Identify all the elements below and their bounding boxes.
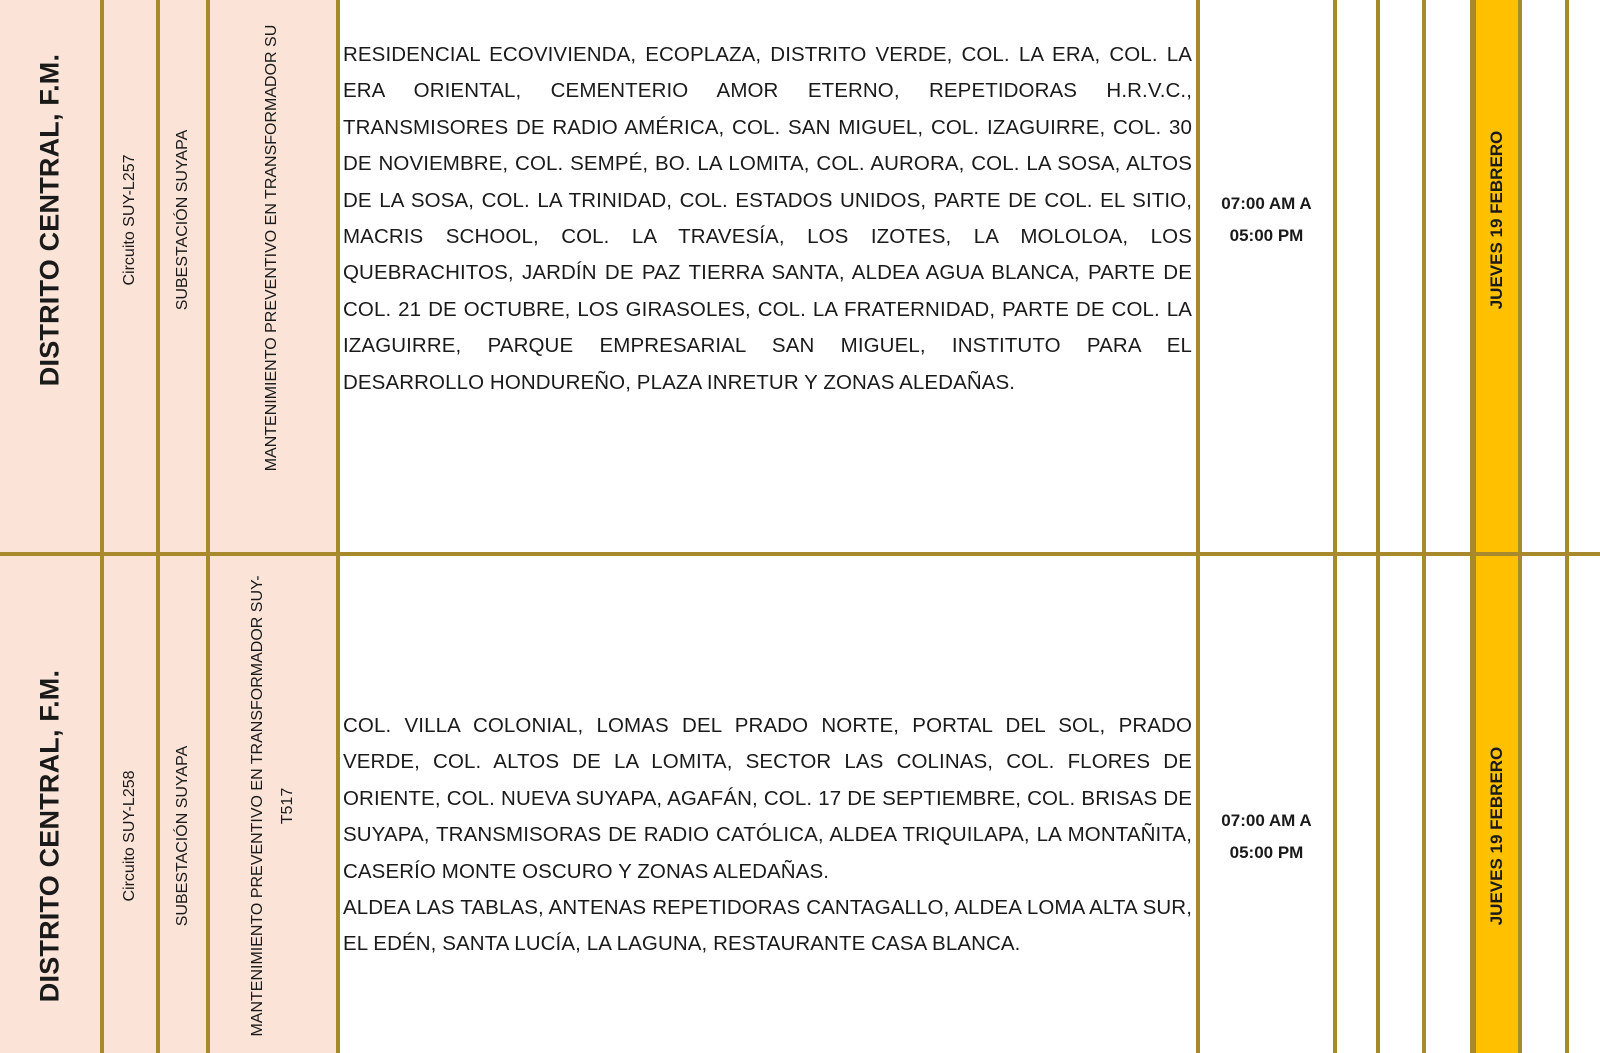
- sectores-text: [343, 708, 1192, 963]
- circuito-label: Circuito SUY-L257: [121, 154, 138, 286]
- horario-inicio: 07:00 AM A: [1221, 811, 1312, 830]
- fecha-cell: [1474, 556, 1522, 1053]
- municipio-label: DISTRITO CENTRAL, F.M.: [34, 53, 65, 387]
- fecha-label: JUEVES 19 FEBRERO: [1487, 130, 1506, 310]
- empty-cell: [1426, 556, 1474, 1053]
- subestacion-label: SUBESTACIÓN SUYAPA: [174, 129, 191, 311]
- empty-cell: [1380, 556, 1426, 1053]
- table-row: [0, 556, 1600, 1053]
- sectores-text: [343, 37, 1192, 401]
- subestacion-cell: [160, 556, 210, 1053]
- empty-cell: [1569, 556, 1600, 1053]
- trabajo-label: MANTENIMIENTO PREVENTIVO EN TRANSFORMADOR SU: [263, 24, 280, 472]
- empty-cell: [1337, 0, 1380, 556]
- empty-cell: [1569, 0, 1600, 556]
- trabajo-line-1: MANTENIMIENTO PREVENTIVO EN TRANSFORMADOR SUY-: [249, 575, 266, 1037]
- circuito-cell: [104, 556, 160, 1053]
- circuito-label: Circuito SUY-L258: [121, 770, 138, 902]
- trabajo-cell: [210, 556, 340, 1053]
- horario-cell: [1200, 556, 1337, 1053]
- sectores-paragraph: RESIDENCIAL ECOVIVIENDA, ECOPLAZA, DISTRITO VERDE, COL. LA ERA, COL. LA ERA ORIENTAL, CEMENTERIO AMOR ETERNO, REPETIDORAS H.R.V.C., TRANSMISORES DE RADIO AMÉRICA, COL. SAN MIGUEL, COL. IZAGUIRRE, COL. 30 DE NOVIEMBRE, COL. SEMPÉ, BO. LA LOMITA, COL. AURORA, COL. LA SOSA, ALTOS DE LA SOSA, COL. LA TRINIDAD, COL. ESTADOS UNIDOS, PARTE DE COL. EL SITIO, MACRIS SCHOOL, COL. LA TRAVESÍA, LOS IZOTES, LA MOLOLOA, LOS QUEBRACHITOS, JARDÍN DE PAZ TIERRA SANTA, ALDEA AGUA BLANCA, PARTE DE COL. 21 DE OCTUBRE, LOS GIRASOLES, COL. LA FRATERNIDAD, PARTE DE COL. LA IZAGUIRRE, PARQUE EMPRESARIAL SAN MIGUEL, INSTITUTO PARA EL DESARROLLO HONDUREÑO, PLAZA INRETUR Y ZONAS ALEDAÑAS.: [343, 43, 1192, 394]
- municipio-cell: [0, 556, 104, 1053]
- empty-cell: [1426, 0, 1474, 556]
- empty-cell: [1522, 556, 1569, 1053]
- sectores-cell: [340, 0, 1200, 556]
- horario-label: [1200, 188, 1333, 252]
- trabajo-line-2: T517: [279, 787, 296, 825]
- horario-fin: 05:00 PM: [1229, 843, 1304, 862]
- horario-inicio: 07:00 AM A: [1221, 194, 1312, 213]
- empty-cell: [1337, 556, 1380, 1053]
- horario-fin: 05:00 PM: [1229, 226, 1304, 245]
- fecha-label: JUEVES 19 FEBRERO: [1487, 746, 1506, 926]
- horario-label: [1200, 805, 1333, 869]
- sectores-cell: [340, 556, 1200, 1053]
- subestacion-label: SUBESTACIÓN SUYAPA: [174, 745, 191, 927]
- sectores-paragraph: COL. VILLA COLONIAL, LOMAS DEL PRADO NORTE, PORTAL DEL SOL, PRADO VERDE, COL. ALTOS DE LA LOMITA, SECTOR LAS COLINAS, COL. FLORES DE ORIENTE, COL. NUEVA SUYAPA, AGAFÁN, COL. 17 DE SEPTIEMBRE, COL. BRISAS DE SUYAPA, TRANSMISORAS DE RADIO CATÓLICA, ALDEA TRIQUILAPA, LA MONTAÑITA, CASERÍO MONTE OSCURO Y ZONAS ALEDAÑAS.: [343, 714, 1192, 883]
- trabajo-cell: [210, 0, 340, 556]
- empty-cell: [1522, 0, 1569, 556]
- subestacion-cell: [160, 0, 210, 556]
- sectores-paragraph: ALDEA LAS TABLAS, ANTENAS REPETIDORAS CANTAGALLO, ALDEA LOMA ALTA SUR, EL EDÉN, SANTA LUCÍA, LA LAGUNA, RESTAURANTE CASA BLANCA.: [343, 896, 1192, 956]
- empty-cell: [1380, 0, 1426, 556]
- trabajo-label: [243, 575, 303, 1036]
- municipio-cell: [0, 0, 104, 556]
- horario-cell: [1200, 0, 1337, 556]
- fecha-cell: [1474, 0, 1522, 556]
- circuito-cell: [104, 0, 160, 556]
- municipio-label: DISTRITO CENTRAL, F.M.: [34, 669, 65, 1003]
